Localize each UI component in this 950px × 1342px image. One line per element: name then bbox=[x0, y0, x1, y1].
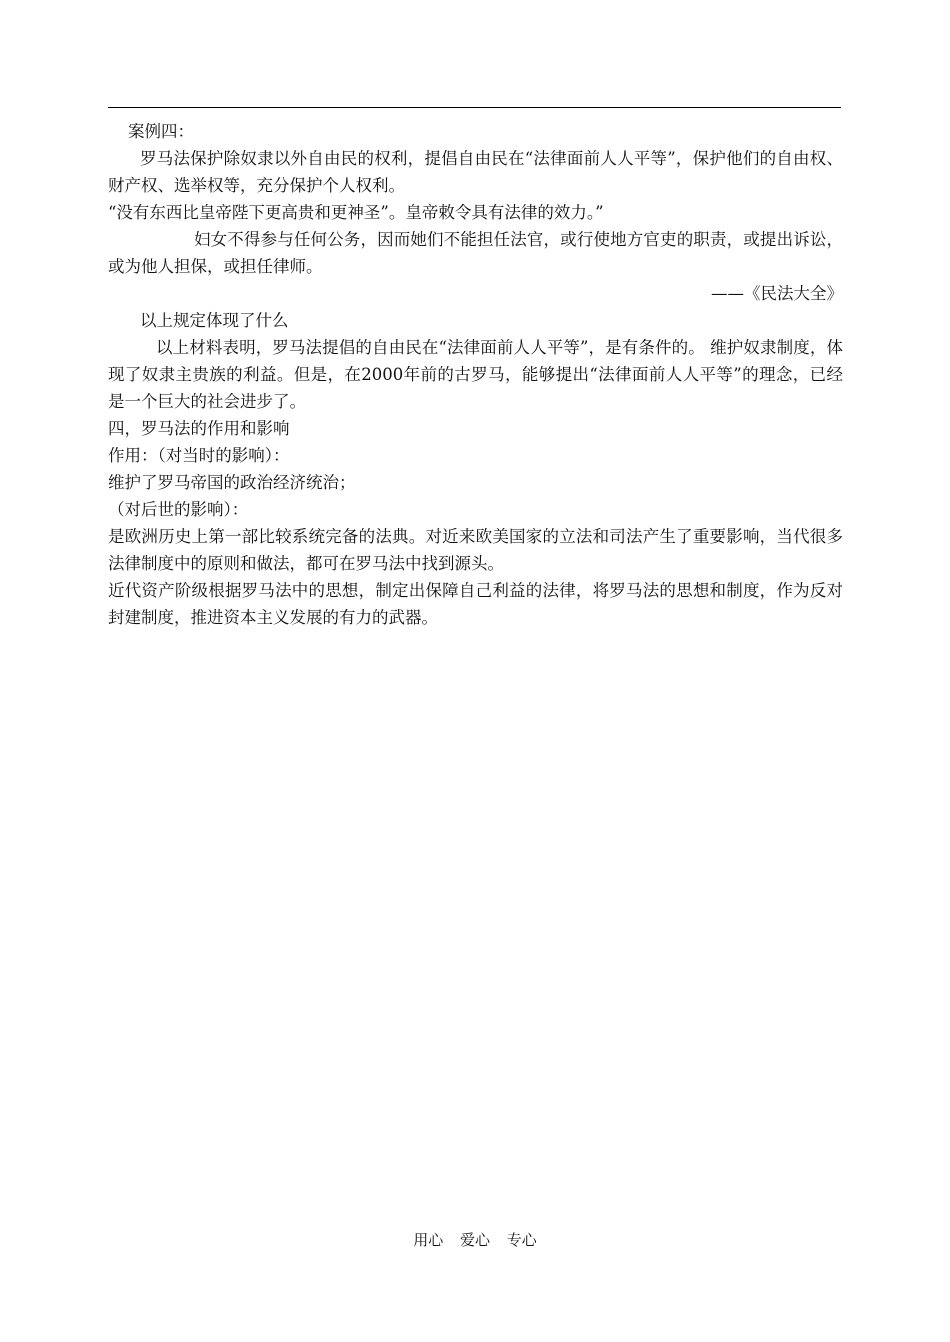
page-footer: 用心 爱心 专心 bbox=[413, 1231, 537, 1249]
case-heading: 案例四： bbox=[128, 122, 194, 141]
modern-effect-text: 近代资产阶级根据罗马法中的思想，制定出保障自己利益的法律，将罗马法的思想和制度，作为反对封建制度，推进资本主义发展的有力的武器。 bbox=[108, 581, 843, 627]
question-line: 以上规定体现了什么 bbox=[140, 311, 289, 330]
document-body bbox=[108, 118, 843, 631]
paragraph-emperor-quote: “没有东西比皇帝陛下更高贵和更神圣”。皇帝敕令具有法律的效力。” bbox=[108, 203, 604, 222]
source-citation: ——《民法大全》 bbox=[711, 284, 843, 303]
effect-label: 作用：（对当时的影响）： bbox=[108, 446, 290, 465]
later-effect-text: 是欧洲历史上第一部比较系统完备的法典。对近来欧美国家的立法和司法产生了重要影响，当代很多法律制度中的原则和做法，都可在罗马法中找到源头。 bbox=[108, 527, 843, 573]
section-heading: 四，罗马法的作用和影响 bbox=[108, 419, 290, 438]
paragraph-answer: 以上材料表明，罗马法提倡的自由民在“法律面前人人平等”，是有条件的。 维护奴隶制度，体现了奴隶主贵族的利益。但是，在2000年前的古罗马，能够提出“法律面前人人平等”的理念，已经是一个巨大的社会进步了。 bbox=[108, 338, 843, 411]
effect-text: 维护了罗马帝国的政治经济统治； bbox=[108, 473, 356, 492]
paragraph-rights: 罗马法保护除奴隶以外自由民的权利，提倡自由民在“法律面前人人平等”，保护他们的自由权、财产权、选举权等，充分保护个人权利。 bbox=[108, 149, 843, 195]
later-effect-label: （对后世的影响）： bbox=[108, 500, 249, 519]
paragraph-women: 妇女不得参与任何公务，因而她们不能担任法官，或行使地方官吏的职责，或提出诉讼，或为他人担保，或担任律师。 bbox=[108, 230, 843, 276]
header-rule bbox=[108, 107, 841, 108]
